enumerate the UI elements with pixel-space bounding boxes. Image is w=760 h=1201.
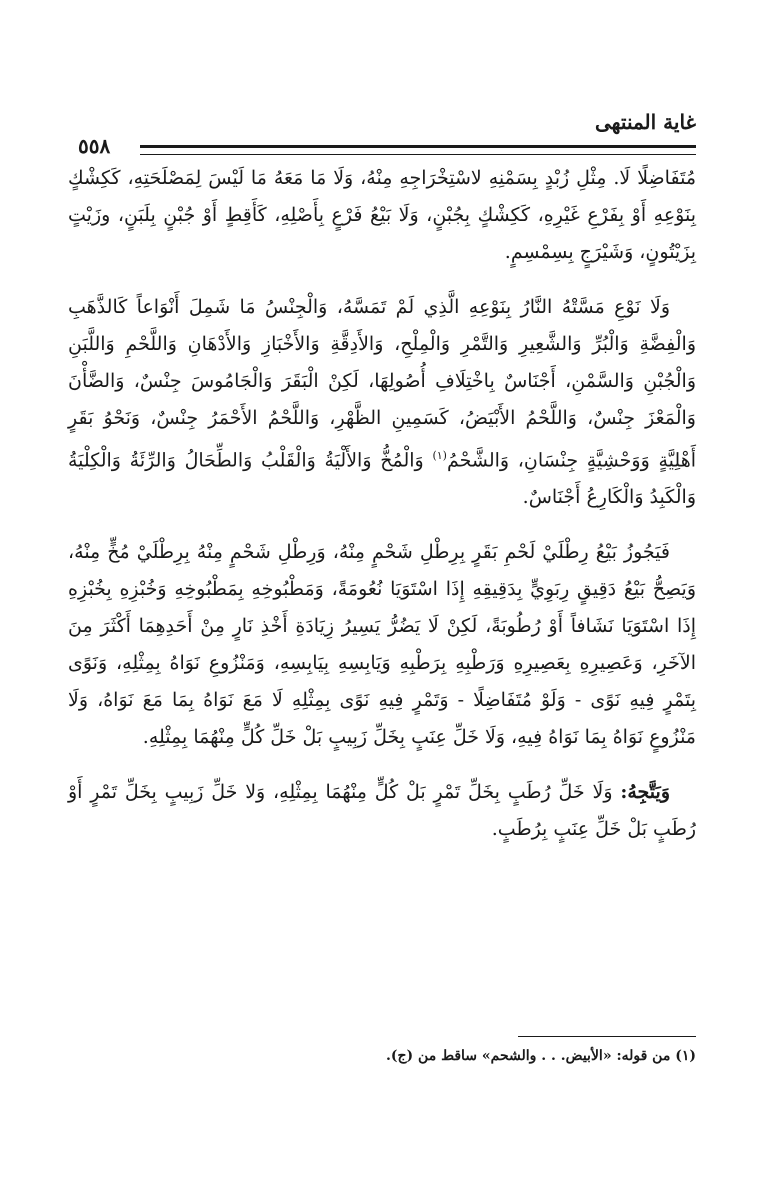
paragraph-1: [68, 160, 696, 271]
paragraph-2-text-cont: وَالْمُخُّ وَالأَلْيَةُ وَالْقَلْبُ وَالطِّحَالُ وَالرِّئَةُ وَالْكِلْيَةُ وَالْكَبِدُ وَالْكَارِعُ أَجْنَاسٌ.: [68, 449, 696, 509]
paragraph-4-text: وَلَا خَلِّ رُطَبٍ بِخَلِّ تَمْرٍ بَلْ كُلٍّ مِنْهُمَا بِمِثْلِهِ، وَلا خَلِّ زَبِيبٍ بِخَلِّ تَمْرٍ أَوْ رُطَبٍ بَلْ خَلِّ عِنَبٍ بِرُطَبٍ.: [68, 781, 696, 841]
paragraph-2: [68, 289, 696, 516]
footnote-rule: [518, 1036, 696, 1037]
running-title: غاية المنتهى: [595, 110, 696, 134]
paragraph-3: [68, 534, 696, 756]
main-text: [68, 160, 696, 866]
paragraph-1-text: مُتَفَاضِلًا لَا. مِثْلِ زُبْدٍ بِسَمْنِهِ لاسْتِخْرَاجِهِ مِنْهُ، وَلَا مَا مَعَهُ مَا لَيْسَ لِمَصْلَحَتِهِ، كَكِشْكٍ بِنَوْعِهِ أَوْ بِفَرْعِ غَيْرِهِ، كَكِشْكٍ بِجُبْنٍ، وَلَا بَيْعُ فَرْعٍ بِأَصْلِهِ، كَأَقِطٍ أَوْ جُبْنٍ بِلَبَنٍ، وزَيْتٍ بِزَيْتُونٍ، وَشَيْرَجٍ بِسِمْسِمٍ.: [68, 167, 696, 263]
footnote: (١) من قوله: «الأبيض. . . والشحم» ساقط من (ج).: [386, 1048, 696, 1064]
paragraph-4-lead: وَيَتَّجِهُ:: [620, 781, 670, 804]
paragraph-2-text: وَلَا نَوْعِ مَسَّتْهُ النَّارُ بِنَوْعِهِ الَّذِي لَمْ تَمَسَّهُ، وَالْجِنْسُ مَا شَمِلَ أَنْوَاعاً كَالذَّهَبِ وَالْفِضَّةِ وَالْبُرِّ وَالشَّعِيرِ وَالتَّمْرِ وَالْمِلْحِ، وَالأَدِقَّةِ وَالأَخْبَازِ وَالأَدْهَانِ وَاللَّحْمِ وَاللَّبَنِ وَالْجُبْنِ وَالسَّمْنِ، أَجْنَاسٌ بِاخْتِلَافِ أُصُولِهَا، لَكِنْ الْبَقَرَ وَالْجَامُوسَ جِنْسٌ، وَالضَّأْنَ وَالْمَعْزَ جِنْسٌ، وَاللَّحْمُ الأَبْيَضُ، كَسَمِينِ الظَّهْرِ، وَاللَّحْمُ الأَحْمَرُ جِنْسٌ، وَنَحْوُ بَقَرٍ أَهْلِيَّةٍ وَوَحْشِيَّةٍ جِنْسَانِ، وَالشَّحْمُ: [68, 296, 696, 472]
paragraph-3-text: فَيَجُوزُ بَيْعُ رِطْلَيْ لَحْمِ بَقَرٍ بِرِطْلِ شَحْمٍ مِنْهُ، وَرِطْلِ شَحْمٍ مِنْهُ بِرِطْلَيْ مُخٍّ مِنْهُ، وَيَصِحُّ بَيْعُ دَقِيقٍ رِبَوِيٍّ بِدَقِيقِهِ إِذَا اسْتَوَيَا نُعُومَةً، وَمَطْبُوخِهِ بِمَطْبُوخِهِ وَخُبْزِهِ بِخُبْزِهِ إِذَا اسْتَوَيَا نَشَافاً أَوْ رُطُوبَةً، لَكِنْ لَا يَضُرُّ يَسِيرُ زِيَادَةِ أَخْذِ نَارٍ مِنْ أَحَدِهِمَا أَكْثَرَ مِنَ الآخَرِ، وَعَصِيرِهِ بِعَصِيرِهِ وَرَطْبِهِ بِرَطْبِهِ وَيَابِسِهِ بِيَابِسِهِ، وَمَنْزُوعِ نَوَاهُ بِمِثْلِهِ، وَنَوًى بِتَمْرٍ فِيهِ نَوًى - وَلَوْ مُتَفَاضِلًا - وَتَمْرٍ فِيهِ نَوًى بِمِثْلِهِ لَا مَعَ نَوَاهُ بِمَا مَعَ نَوَاهُ، وَلَا مَنْزُوعٍ نَوَاهُ بِمَا نَوَاهُ فِيهِ، وَلَا خَلِّ عِنَبٍ بِخَلِّ زَبِيبٍ بَلْ خَلِّ كُلٍّ مِنْهُمَا بِمِثْلِهِ.: [68, 541, 696, 749]
header-rule: [140, 145, 696, 155]
footnote-reference: (١): [432, 449, 447, 462]
page-number: ٥٥٨: [78, 134, 111, 158]
paragraph-4: [68, 774, 696, 848]
